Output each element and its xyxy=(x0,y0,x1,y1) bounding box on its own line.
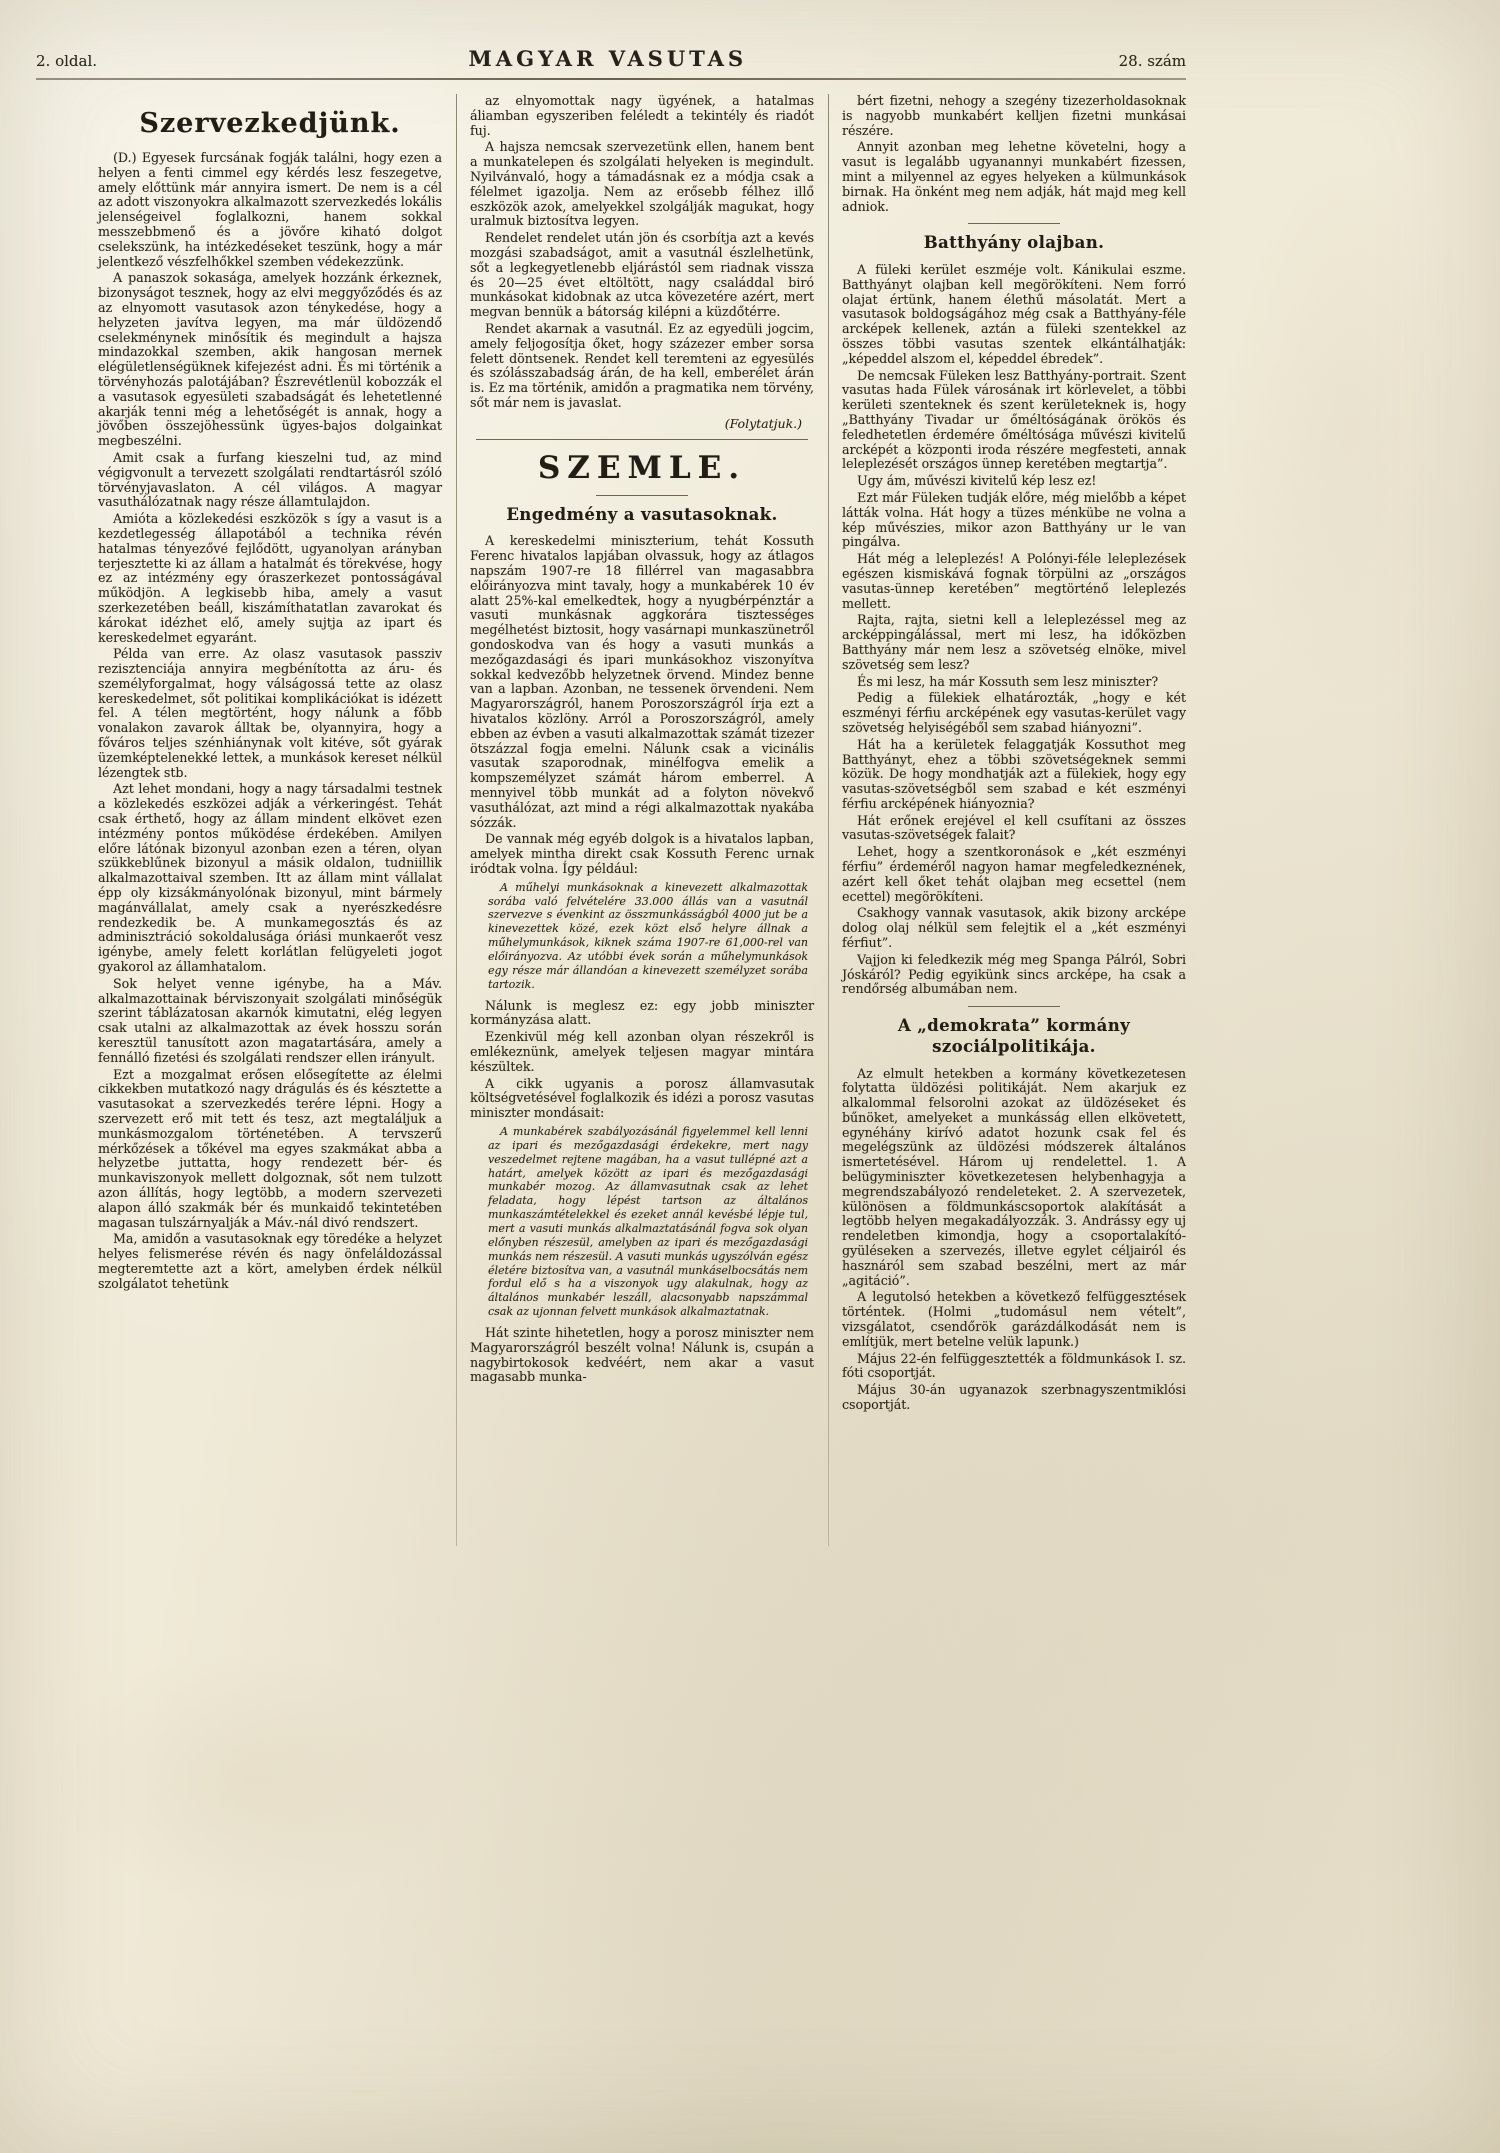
content-columns xyxy=(98,94,1186,1546)
paragraph: A panaszok sokasága, amelyek hozzánk érkeznek, bizonyságot tesznek, hogy az elvi meggyőződés és az az elnyomott vasutasok azon ténykedése, hogy a helyzeten javítva legyen, ma már üldözendő cselekménynek minősítik és megindult a hajsza mindazokkal szemben, akik hangosan mernek elégületlenségüknek kifejezést adni. És mi történik a törvényhozás palotájában? Észrevétlenül kobozzák el a vasutasok egyesületi szabadságát és lehetetlenné akarják tenni még a lehetőségét is annak, hogy a jövőben összejöhessünk ügyes-bajos dolgainkat megbeszélni. xyxy=(98,270,442,449)
paragraph: Május 22-én felfüggesztették a földmunkások I. sz. fóti csoportját. xyxy=(842,1350,1186,1381)
paragraph: Annyit azonban meg lehetne követelni, hogy a vasut is legalább ugyanannyi munkabért fizessen, mint a milyennel az egyes helyeken a külmunkások birnak. Ha önként meg nem adják, hát majd meg kell adniok. xyxy=(842,139,1186,214)
column-2 xyxy=(470,94,814,1546)
paragraph: Az elmult hetekben a kormány következetesen folytatta üldözési politikáját. Nem akarjuk ez alkalommal felsorolni azokat az üldözéseket és bűnöket, amelyeket a munkásság ellen elkövetett, egynéhány kirívó adatot hozunk csak fel és megelégszünk az üldözési módszerek általános ismertetésével. Három uj rendelettel. 1. A belügyminiszter következetesen helybenhagyja a megrendszabályozó rendeleteket. 2. A szervezetek, különösen a földmunkáscsoportok alakítását a legtöbb helyen megakadályozzák. 3. Andrássy egy uj rendeletben kimondja, hogy a csoportalakító-gyüléseken a szervezés, illetve egylet céljairól és hasznáról sem szabad beszélni, mert az már „agitáció”. xyxy=(842,1065,1186,1288)
paragraph: De vannak még egyéb dolgok is a hivatalos lapban, amelyek mintha direkt csak Kossuth Ferenc urnak iródtak volna. Így például: xyxy=(470,831,814,876)
szemle-section-title: SZEMLE. xyxy=(537,449,747,486)
paragraph: Lehet, hogy a szentkoronások e „két eszményi férfiu” érdeméről nagyon hamar megfeledkeznének, azért kell őket tehát olajban meg ecsettel (nem ecettel) megörökíteni. xyxy=(842,844,1186,904)
paragraph: A hajsza nemcsak szervezetünk ellen, hanem bent a munkatelepen és szolgálati helyeken is megindult. Nyilvánvaló, hogy a támadásnak ez a módja csak a félelmet igazolja. Nem az erősebb félhez illő eszközök azok, amelyekkel szolgálják magukat, hogy uralmuk biztosítva legyen. xyxy=(470,139,814,229)
paragraph: Rendet akarnak a vasutnál. Ez az egyedüli jogcim, amely feljogosítja őket, hogy százezer ember sorsa felett döntsenek. Rendet kell teremteni az egyesülés és szólásszabadság árán, de ha kell, emberélet árán is. Ez ma történik, amidőn a pragmatika nem törvény, sőt már nem is javaslat. xyxy=(470,320,814,410)
paragraph: Csakhogy vannak vasutasok, akik bizony arcképe dolog olaj nélkül sem felejtik el a „két eszményi férfiut”. xyxy=(842,905,1186,951)
quote-block-1: A műhelyi munkásoknak a kinevezett alkalmazottak sorába való felvételére 33.000 állás van a vasutnál szervezve s évenkint az összmunkásságból 4000 jut be a kinevezettek közé, ezek közt első helyre állnak a műhelymunkások, kiknek száma 1907-re 61,000-rel van előirányozva. Az utóbbi évek során a műhelymunkások egy része már állandóan a kinevezett személyzet sorába tartozik. xyxy=(488,880,808,991)
paragraph: Hát erőnek erejével el kell csufítani az összes vasutas-szövetségek falait? xyxy=(842,812,1186,843)
paragraph: Ma, amidőn a vasutasoknak egy töredéke a helyzet helyes felismerése révén és nagy önfeláldozással megteremtette azt a kört, amelyben érdek nélkül szolgálatot tehetünk xyxy=(98,1231,442,1291)
engedmeny-continuation xyxy=(842,94,1186,214)
paragraph: Nálunk is meglesz ez: egy jobb miniszter kormányzása alatt. xyxy=(470,997,814,1028)
engedmeny-article-title: Engedmény a vasutasoknak. xyxy=(506,504,778,524)
paragraph: Ezt már Füleken tudják előre, még mielőbb a képet látták volna. Hát hogy a tüzes ménkübe ne volna a kép művészies, mikor azon Batthyány ur le van pingálva. xyxy=(842,489,1186,550)
paragraph: Ugy ám, művészi kivitelű kép lesz ez! xyxy=(857,473,1097,489)
paragraph: Pedig a fülekiek elhatározták, „hogy e két eszményi férfiu arcképének egy vasutas-kerület vagy szövetség helyiségéből sem szabad hiányozni”. xyxy=(842,690,1186,735)
paragraph: az elnyomottak nagy ügyének, a hatalmas áliamban egyszeriben feléledt a tekintély és riadót fuj. xyxy=(470,93,814,138)
paragraph: Amit csak a furfang kieszelni tud, az mind végigvonult a tervezett szolgálati rendtartásról szóló törvényjavaslaton. A cél világos. A magyar vasuthálózatnak nagy része államtulajdon. xyxy=(98,449,442,510)
column-1 xyxy=(98,94,442,1546)
paragraph: És mi lesz, ha már Kossuth sem lesz miniszter? xyxy=(857,673,1159,689)
paragraph: Ezt a mozgalmat erősen elősegítette az élelmi cikkekben mutatkozó nagy drágulás és és késztette a vasutasokat a szervezkedés terére lépni. Hogy a szervezett erő mit tett és tesz, azt megtaláljuk a munkásmozgalom történetében. A tervszerű mérkőzések a tőkével ma egyes szakmákat abba a helyzetbe juttatta, hogy rendezett bér- és munkaviszonyok mellett dolgoznak, sőt nem tulzott azon állítás, hogy legtöbb, a modern szervezeti alapon álló szakmák bér és munkaidő tekintetében magasan tulszárnyalják a Máv.-nál divó rendszert. xyxy=(98,1066,442,1230)
article-body-col2 xyxy=(470,94,814,411)
column-3 xyxy=(842,94,1186,1546)
paragraph: Rendelet rendelet után jön és csorbítja azt a kevés mozgási szabadságot, amit a vasutnál észlelhetünk, sőt a legkegyetlenebb eljárástól sem riadnak vissza és 20—25 évet eltöltött, nagy családdal biró munkásokat kidobnak az utca kövezetére azért, mert megvan bennük a bátorság kilépni a küzdőtérre. xyxy=(470,230,814,320)
header-rule xyxy=(36,78,1186,80)
continuation-note: (Folytatjuk.) xyxy=(724,415,802,431)
short-divider xyxy=(968,223,1060,224)
masthead-title: MAGYAR VASUTAS xyxy=(468,46,748,71)
paragraph: Sok helyet venne igénybe, ha a Máv. alkalmazottainak bérviszonyait szolgálati minőségük szerint táblázatosan akarnók kimutatni, elég legyen csak utalni az alkalmazottak az évek hosszu során keresztül tanusított azon magatartására, amely a fennálló fizetési és szolgálati rendszer ellen irányult. xyxy=(98,975,442,1065)
column-divider xyxy=(456,94,457,1546)
article-title: Szervezkedjünk. xyxy=(139,108,401,139)
paragraph: bért fizetni, nehogy a szegény tizezerholdasoknak is nagyobb munkabért kelljen fizetni munkásai részére. xyxy=(842,93,1186,138)
paragraph: A cikk ugyanis a porosz államvasutak költségvetésével foglalkozik és idézi a porosz vasutas miniszter mondásait: xyxy=(470,1075,814,1121)
paragraph: Hát ha a kerületek felaggatják Kossuthot meg Batthyányt, ehez a többi szövetségeknek semmi közük. De hogy mondhatják azt a fülekiek, hogy egy vasutas-szövetségből sem szabad e két eszményi férfiu arcképének hiányoznia? xyxy=(842,736,1186,811)
issue-number: 28. szám xyxy=(1118,52,1186,70)
article-body-col1 xyxy=(98,151,442,1292)
engedmeny-closing xyxy=(470,1326,814,1385)
section-divider xyxy=(476,439,808,440)
paragraph: Hát még a leleplezés! A Polónyi-féle leleplezések egészen kismiskává fognak törpülni az „országos vasutas-ünnep keretében” megtörténő leleplezés mellett. xyxy=(842,551,1186,611)
quote-block-2: A munkabérek szabályozásánál figyelemmel kell lenni az ipari és mezőgazdasági érdekekre, mert nagy veszedelmet rejtene magában, ha a vasut tullépné azt a határt, amelyek között az ipari és mezőgazdasági munkabér mozog. Az államvasutnak csak az lehet feladata, hogy lépést tartson az általános munkaszámtételekkel és ezeket annál kevésbé lépje tul, mert a vasuti munkás alkalmaztatásánál fogva sok olyan előnyben részesül, amelyben az ipari és mezőgazdasági munkás nem részesül. A vasuti munkás ugyszólván egész életére biztosítva van, a vasutnál munkáselbocsátás nem fordul elő s ha a viszonyok ugy alakulnak, hogy az általános munkabér leszáll, alacsonyabb napszámmal csak az ujonnan felvett munkások alkalmaztatnak. xyxy=(488,1124,808,1319)
paragraph: (D.) Egyesek furcsának fogják találni, hogy ezen a helyen a fenti cimmel egy kérdés lesz feszegetve, amely előttünk már annyira ismert. De nem is a cél az adott viszonyokra alkalmazott szervezkedés lokális jelenségeivel foglalkozni, hanem sokkal messzebbmenő és a jövőre kiható dolgot cselekszünk, ha intézkedéseket teszünk, hogy a már jelentkező vészfelhőkkel szemben védekezzünk. xyxy=(98,150,442,269)
batthyany-body xyxy=(842,263,1186,997)
paragraph: Rajta, rajta, sietni kell a leleplezéssel meg az arcképpingálással, mert mi lesz, ha időközben Batthyány már nem lesz a szövetség elnöke, mivel szövetség sem lesz? xyxy=(842,612,1186,672)
paragraph: A füleki kerület eszméje volt. Kánikulai eszme. Batthyányt olajban kell megörökíteni. Nem forró olajat értünk, hanem élethű másolatát. Mert a vasutasok boldogságához még csak a Batthyány-féle arcképek kellenek, aztán a füleki szentekkel az összes többi vasutas szentek elkántálhatják: „képeddel alszom el, képeddel ébredek”. xyxy=(842,262,1186,366)
short-divider xyxy=(596,495,688,496)
paragraph: Amióta a közlekedési eszközök s így a vasut is a kezdetlegesség állapotából a technika révén hatalmas tényezővé fejlődött, ugyanolyan arányban terjesztette ki az állam a hatalmát és törekvése, hogy ez az intézmény egy óraszerkezet pontosságával működjön. A legkisebb hiba, amely a vasut szerkezetében beáll, kiszámíthatatlan zavarokat és károkat idézhet elő, amely sujtja az ipart és kereskedelmet egyaránt. xyxy=(98,511,442,645)
batthyany-article-title: Batthyány olajban. xyxy=(923,233,1105,253)
demokrata-article-title: A „demokrata” kormány szociálpolitikája. xyxy=(897,1016,1131,1056)
paragraph: A kereskedelmi miniszterium, tehát Kossuth Ferenc hivatalos lapjában olvassuk, hogy az átlagos napszám 1907-re 18 fillérrel van magasabbra előirányozva mint tavaly, hogy a munkabérek 10 év alatt 25%-kal emelkedtek, hogy a nyugbérpénztár a vasuti munkásnak aggkorára tisztességes megélhetést biztosit, hogy vasárnapi munkaszünetről gondoskodva van és hogy a vasuti munkás a mezőgazdasági és ipari munkásokhoz viszonyítva sokkal kedvezőbb helyzetnek örvend. Mindez benne van a lapban. Azonban, ne tessenek örvendeni. Nem Magyarországról, hanem Poroszországról írja ezt a hivatalos közlöny. Arról a Poroszországról, amely ebben az évben a vasuti alkalmazottak számát tizezer ötszázzal fogja emelni. Nálunk csak a vicinális vasutak szaporodnak, minélfogva emelik a kompszemélyzet számát három emberrel. A mennyivel több munkát ad a folyton növekvő vasuthálózat, azt mind a régi alkalmazottak nyakába sózzák. xyxy=(470,533,814,830)
paragraph: Hát szinte hihetetlen, hogy a porosz miniszter nem Magyarországról beszélt volna! Nálunk is, csupán a nagybirtokosok kedvéért, nem akar a vasut magasabb munka- xyxy=(470,1324,814,1385)
demokrata-body xyxy=(842,1067,1186,1413)
paper-stain xyxy=(40,1650,460,1910)
paragraph: Vajjon ki feledkezik még meg Spanga Pálról, Sobri Jóskáról? Pedig egyikünk sincs arcképe, ha csak a rendőrség albumában nem. xyxy=(842,951,1186,997)
paragraph: Ezenkivül még kell azonban olyan részekről is emlékeznünk, amelyek teljesen magyar mintára készültek. xyxy=(470,1029,814,1074)
paragraph: A legutolsó hetekben a következő felfüggesztések történtek. (Holmi „tudomásul nem vételt”, vizsgálatot, csendőrök garázdálkodását nem is említjük, mert betelne velük lapunk.) xyxy=(842,1289,1186,1349)
page-number: 2. oldal. xyxy=(36,52,98,70)
engedmeny-middle xyxy=(470,999,814,1121)
page-header xyxy=(36,46,1186,71)
paragraph: Példa van erre. Az olasz vasutasok passziv rezisztenciája annyira megbénította az áru- és személyforgalmat, hogy válságossá tette az olasz kereskedelmet, sőt politikai komplikációkat is idézett fel. A télen megtörtént, hogy nálunk a főbb vonalakon zavarok álltak be, olyannyira, hogy a főváros teljes szénhiánynak volt kitéve, sőt gyárak üzemképtelenekké lettek, a munkások kereset nélkül lézengtek stb. xyxy=(98,646,442,780)
paragraph: De nemcsak Füleken lesz Batthyány-portrait. Szent vasutas hada Fülek városának irt körlevelet, a többi kerületi szenteknek és szent kerületeknek is, hogy „Batthyány Tivadar ur őméltóságának örökös és feledhetetlen érdemére őméltósága művészi kivitelű arcképét a központi iroda részére megfesteti, annak leleplezését országos ünnep keretében megtartja”. xyxy=(842,367,1186,472)
short-divider xyxy=(968,1006,1060,1007)
paper-stain xyxy=(1220,120,1480,720)
paragraph: Május 30-án ugyanazok szerbnagyszentmiklósi csoportját. xyxy=(842,1382,1186,1413)
paragraph: Azt lehet mondani, hogy a nagy társadalmi testnek a közlekedés eszközei adják a vérkeringést. Tehát csak érthető, hogy az állam mindent elkövet ezen intézmény pontos működése érdekében. Amilyen előre látónak bizonyul azonban ezen a téren, olyan szükkeblűnek bizonyul a másik oldalon, tudniillik alkalmazottaival szemben. Itt az állam mint vállalat épp oly kizsákmányolónak bizonyul, mint bármely magánvállalat, amely csak a nyerészkedésre rendezkedik be. A munkamegosztás és az adminisztráció sokoldalusága óriási munkaerőt vesz igénybe, amely felett korlátlan felügyeleti jogot gyakorol az államhatalom. xyxy=(98,781,442,975)
engedmeny-intro xyxy=(470,534,814,876)
column-divider xyxy=(828,94,829,1546)
